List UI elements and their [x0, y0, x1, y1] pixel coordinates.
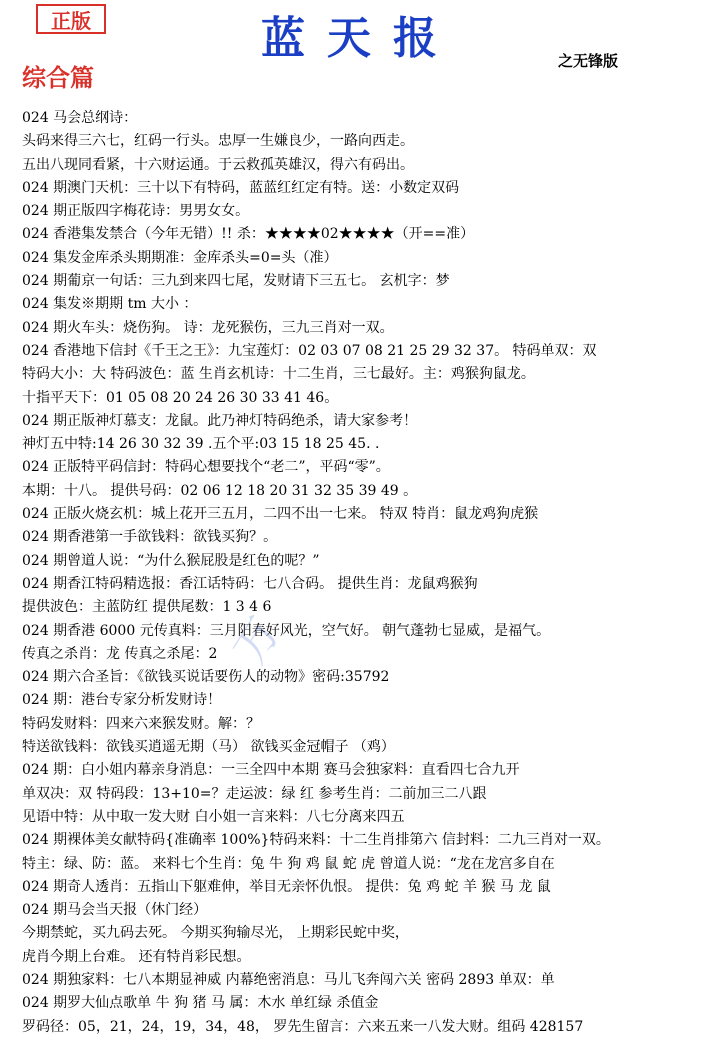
text-line: 十指平天下：01 05 08 20 24 26 30 33 41 46。	[22, 389, 339, 406]
text-line: 今期禁蛇，买九码去死。 今期买狗输尽光， 上期彩民蛇中奖，	[22, 925, 409, 942]
text-line: 特码大小：大 特码波色：蓝 生肖玄机诗：十二生肖，三七最好。主：鸡猴狗鼠龙。	[22, 366, 535, 383]
watermark: 万	[224, 608, 291, 673]
text-line: 024 期香江特码精选报：香江话特码：七八合码。 提供生肖：龙鼠鸡猴狗	[22, 575, 478, 592]
text-line: 单双决：双 特码段：13+10=？走运波：绿 红 参考生肖：二前加三二八跟	[22, 785, 487, 802]
text-line: 024 香港地下信封《千王之王》：九宝莲灯：02 03 07 08 21 25 29 32 37。 特码单双：双	[22, 342, 597, 359]
text-line: 024 期奇人透肖：五指山下躯难伸，举目无亲怀仇恨。 提供：兔 鸡 蛇 羊 猴 马 龙 鼠	[22, 878, 551, 895]
text-line: 虎肖今期上台难。 还有特肖彩民想。	[22, 948, 251, 965]
content-lines	[22, 107, 712, 1039]
text-line: 024 期独家料：七八本期显神威 内幕绝密消息：马儿飞奔闯六关 密码 2893 单双：单	[22, 971, 555, 988]
text-line: 024 期葡京一句话：三九到来四七尾，发财请下三五七。 玄机字：梦	[22, 273, 450, 290]
text-line: 024 期罗大仙点歌单 牛 狗 猪 马 属：木水 单红绿 杀值金	[22, 995, 379, 1012]
text-line: 024 期火车头：烧伤狗。 诗：龙死猴伤，三九三肖对一双。	[22, 319, 394, 336]
text-line: 024 香港集发禁合（今年无错）!! 杀：★★★★02★★★★（开==准）	[22, 226, 475, 243]
text-line: 024 集发金库杀头期期准：金库杀头=0=头（准）	[22, 249, 338, 266]
text-line: 罗码径：05，21，24，19，34，48， 罗先生留言：六来五来一八发大财。组码 428157	[22, 1018, 584, 1035]
text-line: 024 期正版神灯慕支：龙鼠。此乃神灯特码绝杀，请大家参考！	[22, 412, 418, 429]
text-line: 传真之杀肖：龙 传真之杀尾：2	[22, 645, 218, 662]
edition-label: 之无锋版	[558, 52, 619, 70]
text-line: 五出八现同看紧，十六财运通。于云救孤英雄汉，得六有码出。	[22, 156, 414, 173]
text-line: 024 期裸体美女献特码{准确率 100%}特码来料：十二生肖排第六 信封料：二九三肖对一双。	[22, 832, 610, 849]
text-line: 特送欲钱料：欲钱买逍遥无期（马） 欲钱买金冠帽子 （鸡）	[22, 739, 395, 756]
text-line: 024 期：港台专家分析发财诗！	[22, 692, 222, 709]
text-line: 头码来得三六七，红码一行头。忠厚一生嫌良少，一路向西走。	[22, 133, 414, 150]
text-line: 024 期澳门天机：三十以下有特码，蓝蓝红红定有特。送：小数定双码	[22, 179, 460, 196]
text-line: 特主：绿、防：蓝。 来料七个生肖：兔 牛 狗 鸡 鼠 蛇 虎 曾道人说：“龙在龙宫多自在	[22, 855, 555, 872]
text-line: 024 集发※期期 tm 大小 ：	[22, 296, 198, 313]
section-heading: 综合篇	[22, 64, 94, 92]
text-line: 024 期马会当天报（休门经）	[22, 902, 208, 919]
text-line: 024 期曾道人说：“为什么猴屁股是红色的呢？”	[22, 552, 320, 569]
text-line: 024 期香港 6000 元传真料：三月阳春好风光，空气好。 朝气蓬勃七显威，是福气。	[22, 622, 551, 639]
text-line: 024 期正版四字梅花诗：男男女女。	[22, 203, 250, 220]
text-line: 024 期六合圣旨：《欲钱买说话要伤人的动物》密码:35792	[22, 669, 390, 686]
text-line: 提供波色：主蓝防红 提供尾数：1 3 4 6	[22, 599, 272, 616]
text-line: 神灯五中特:14 26 30 32 39 .五个平:03 15 18 25 45. .	[22, 436, 380, 453]
genuine-stamp: 正版	[36, 4, 106, 34]
text-line: 024 期：白小姐内幕亲身消息：一三全四中本期 赛马会独家料：直看四七合九开	[22, 762, 520, 779]
text-line: 本期：十八。 提供号码：02 06 12 18 20 31 32 35 39 49 。	[22, 482, 418, 499]
text-line: 特码发财料：四来六来猴发财。解：？	[22, 715, 260, 732]
newspaper-title: 蓝天报	[261, 13, 459, 64]
text-line: 024 正版火烧玄机：城上花开三五月，二四不出一七来。 特双 特肖：鼠龙鸡狗虎猴	[22, 506, 539, 523]
text-line: 见语中特：从中取一发大财 白小姐一言来料：八七分离来四五	[22, 808, 405, 825]
text-line: 024 期香港第一手欲钱料：欲钱买狗？。	[22, 529, 278, 546]
text-line: 024 正版特平码信封：特码心想要找个“老二”，平码“零”。	[22, 459, 390, 476]
text-line: 024 马会总纲诗：	[22, 110, 138, 126]
